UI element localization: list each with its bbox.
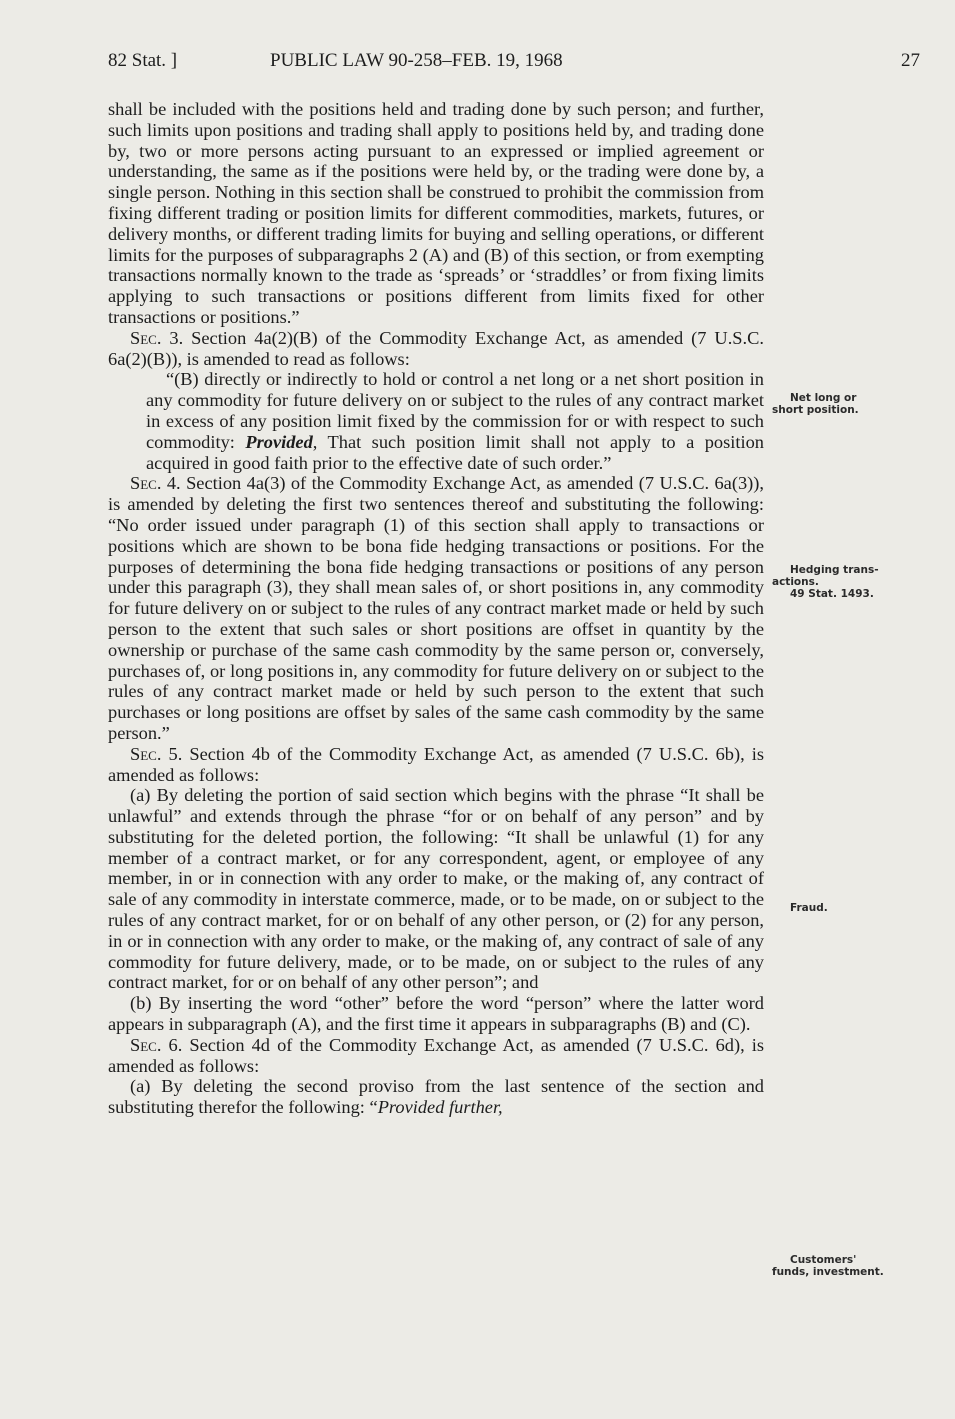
section-text: Section 4a(2)(B) of the Commodity Exchange Act, as amended (7 U.S.C. 6a(2)(B)), is amended to read as follows: xyxy=(108,327,764,369)
section-text: Section 4d of the Commodity Exchange Act, as amended (7 U.S.C. 6d), is amended as follows: xyxy=(108,1034,765,1076)
section-text: Section 4b of the Commodity Exchange Act, as amended (7 U.S.C. 6b), is amended as follows: xyxy=(108,743,765,785)
section-4 xyxy=(108,473,764,743)
statute-volume: 82 Stat. ] xyxy=(108,50,178,71)
page-number: 27 xyxy=(901,50,920,71)
section-6-clause-a xyxy=(108,1076,764,1118)
page-header xyxy=(108,50,920,76)
clause-text: (a) By deleting the second proviso from the last sentence of the section and substituting therefor the following: “ xyxy=(108,1076,764,1118)
provided-term: Provided xyxy=(245,431,313,452)
section-3 xyxy=(108,328,764,370)
quote-text: “(B) directly or indirectly to hold or control a net long or a net short position in any commodity for future delivery on or subject to the rules of any contract market in excess of any position limit fixed by the commission for or with respect to such commodity: xyxy=(146,369,764,452)
margin-note-customers-funds xyxy=(772,1254,922,1278)
paragraph-continuation: shall be included with the positions held and trading done by such person; and further, such limits upon positions and trading shall apply to positions held by, and trading done by, two or more persons acting pursuant to an expressed or implied agreement or understanding, the same as if the positions were held by, or the trading were done by, a single person. Nothing in this section shall be construed to prohibit the commission from fixing different trading or position limits for different commodities, markets, futures, or delivery months, or different trading limits for buying and selling operations, or different limits for the purposes of subparagraphs 2 (A) and (B) of this section, or from exempting transactions normally known to the trade as ‘spreads’ or ‘straddles’ or from fixing limits applying to such transactions or positions different from limits fixed for other transactions or positions.” xyxy=(108,99,764,327)
section-3-quote xyxy=(108,369,764,473)
section-label: Sec. 3. xyxy=(130,327,184,348)
section-5-clause-b: (b) By inserting the word “other” before the word “person” where the latter word appears in subparagraph (A), and the first time it appears in subparagraphs (B) and (C). xyxy=(108,993,764,1035)
margin-note-hedging xyxy=(772,564,922,600)
section-5 xyxy=(108,744,764,786)
note-line: short position. xyxy=(772,404,859,416)
quote-text-end: , That such position limit shall not apply to a position acquired in good faith prior to the effective date of such order.” xyxy=(146,431,764,473)
section-text: Section 4a(3) of the Commodity Exchange Act, as amended (7 U.S.C. 6a(3)), is amended by deleting the first two sentences thereof and substituting the following: “No order issued under paragraph (1) of this section shall apply to transactions or positions which are shown to be bona fide hedging transactions or positions. For the purposes of determining the bona fide hedging transactions or positions of any person under this paragraph (3), they shall mean sales of, or short positions in, any commodity for future delivery on or subject to the rules of any contract market made or held by such person to the extent that such sales or short positions are offset in quantity by the ownership or purchase of the same cash commodity by the same person or, conversely, purchases of, or long positions in, any commodity for future delivery on or subject to the rules of any contract market made or held by such person to the extent that such purchases or long positions are offset by sales of the same cash commodity by the same person.” xyxy=(108,473,764,743)
section-label: Sec. 5. xyxy=(130,743,183,764)
note-line: Customers' xyxy=(790,1254,857,1266)
body-text xyxy=(108,99,764,1118)
note-line: actions. xyxy=(772,576,819,588)
margin-note-net-long xyxy=(772,392,922,416)
section-label: Sec. 6. xyxy=(130,1034,183,1055)
note-line: Net long or xyxy=(790,392,857,404)
note-line: Fraud. xyxy=(790,902,828,914)
margin-note-fraud xyxy=(772,902,922,914)
note-line: Hedging trans- xyxy=(790,564,879,576)
note-line: 49 Stat. 1493. xyxy=(790,588,874,600)
law-title: PUBLIC LAW 90-258–FEB. 19, 1968 xyxy=(270,50,563,71)
provided-further-term: Provided further, xyxy=(377,1097,503,1118)
note-line: funds, investment. xyxy=(772,1266,884,1278)
section-label: Sec. 4. xyxy=(130,473,181,494)
section-5-clause-a: (a) By deleting the portion of said section which begins with the phrase “It shall be unlawful” and extends through the phrase “for or on behalf of any person” and by substituting for the deleted portion, the following: “It shall be unlawful (1) for any member of a contract market, or for any correspondent, agent, or employee of any member, in or in connection with any order to make, or the making of, any contract of sale of any commodity in interstate commerce, made, or to be made, on or subject to the rules of any contract market, for or on behalf of any other person, or (2) for any person, in or in connection with any order to make, or the making of, any contract of sale of any commodity for future delivery, made, or to be made, on or subject to the rules of any contract market, for or on behalf of any other person”; and xyxy=(108,785,764,993)
section-6 xyxy=(108,1035,764,1077)
